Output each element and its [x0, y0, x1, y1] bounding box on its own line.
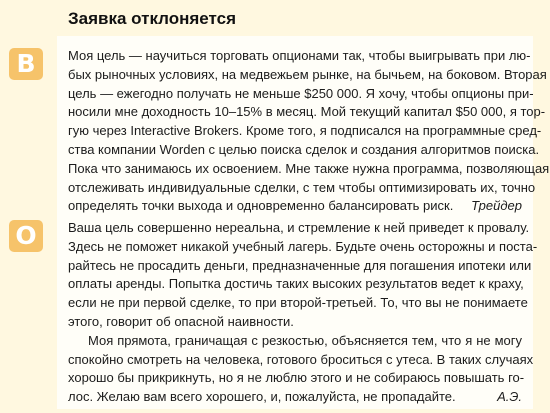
text-line-with-signature: [68, 197, 522, 216]
text-line: этого, говорит об опасной наивности.: [68, 313, 294, 329]
text-line: ства компании Worden с целью поиска сделок и создания алгоритмов поиска.: [68, 141, 540, 157]
text-line: Моя цель — научиться торговать опционами так, чтобы выигрывать при лю-: [68, 48, 531, 63]
answer-block: [68, 219, 538, 407]
question-paragraph: [68, 47, 550, 216]
text-line: если не при первой сделке, то при второй-третьей. То, что вы не понимаете: [68, 295, 528, 311]
question-block: [68, 47, 550, 216]
question-signature: Трейдер: [471, 198, 522, 214]
text-line: лос. Желаю вам всего хорошего, и, пожалуйста, не пропадайте.: [68, 389, 456, 405]
text-line: Ваша цель совершенно нереальна, и стремление к ней приведет к провалу.: [68, 220, 530, 235]
text-line: носили мне доходность 10–15% в месяц. Мой текущий капитал $50 000, я тор-: [68, 104, 546, 120]
text-line: райтесь не просадить деньги, предназначенные для погашения ипотеки или: [68, 257, 532, 273]
text-line: оплаты аренды. Попытка достичь таких высоких результатов ведет к краху,: [68, 276, 524, 292]
text-line: хорошо бы прикрикнуть, но я не люблю этого и не собираюсь повышать го-: [68, 370, 525, 386]
text-line-with-signature: [68, 388, 522, 407]
text-line: Пока что занимаюсь их освоением. Мне также нужна программа, позволяющая: [68, 160, 550, 176]
answer-paragraph-1: [68, 219, 538, 332]
text-line: бых рыночных условиях, на медвежьем рынке, на бычьем, на боковом. Вторая: [68, 66, 547, 82]
text-line: отслеживать индивидуальные сделки, с тем чтобы оптимизировать их, точно: [68, 179, 536, 195]
text-line: Здесь не поможет никакой учебный лагерь. Будьте очень осторожны и поста-: [68, 238, 538, 254]
text-line: определять точки выхода и одновременно балансировать риск.: [68, 198, 454, 214]
answer-badge: О: [9, 220, 43, 252]
question-badge: В: [9, 48, 43, 80]
answer-paragraph-2: [68, 332, 534, 407]
page-title: Заявка отклоняется: [68, 9, 237, 28]
text-line: спокойно смотреть на человека, готового броситься с утеса. В таких случаях: [68, 351, 534, 367]
text-line: цель — ежегодно получать не меньше $250 000. Я хочу, чтобы опционы при-: [68, 85, 534, 101]
text-line: Моя прямота, граничащая с резкостью, объясняется тем, что я не могу: [88, 332, 522, 348]
answer-signature: А.Э.: [497, 389, 522, 405]
text-line: гую через Interactive Brokers. Кроме того, я подписался на программные сред-: [68, 123, 542, 139]
